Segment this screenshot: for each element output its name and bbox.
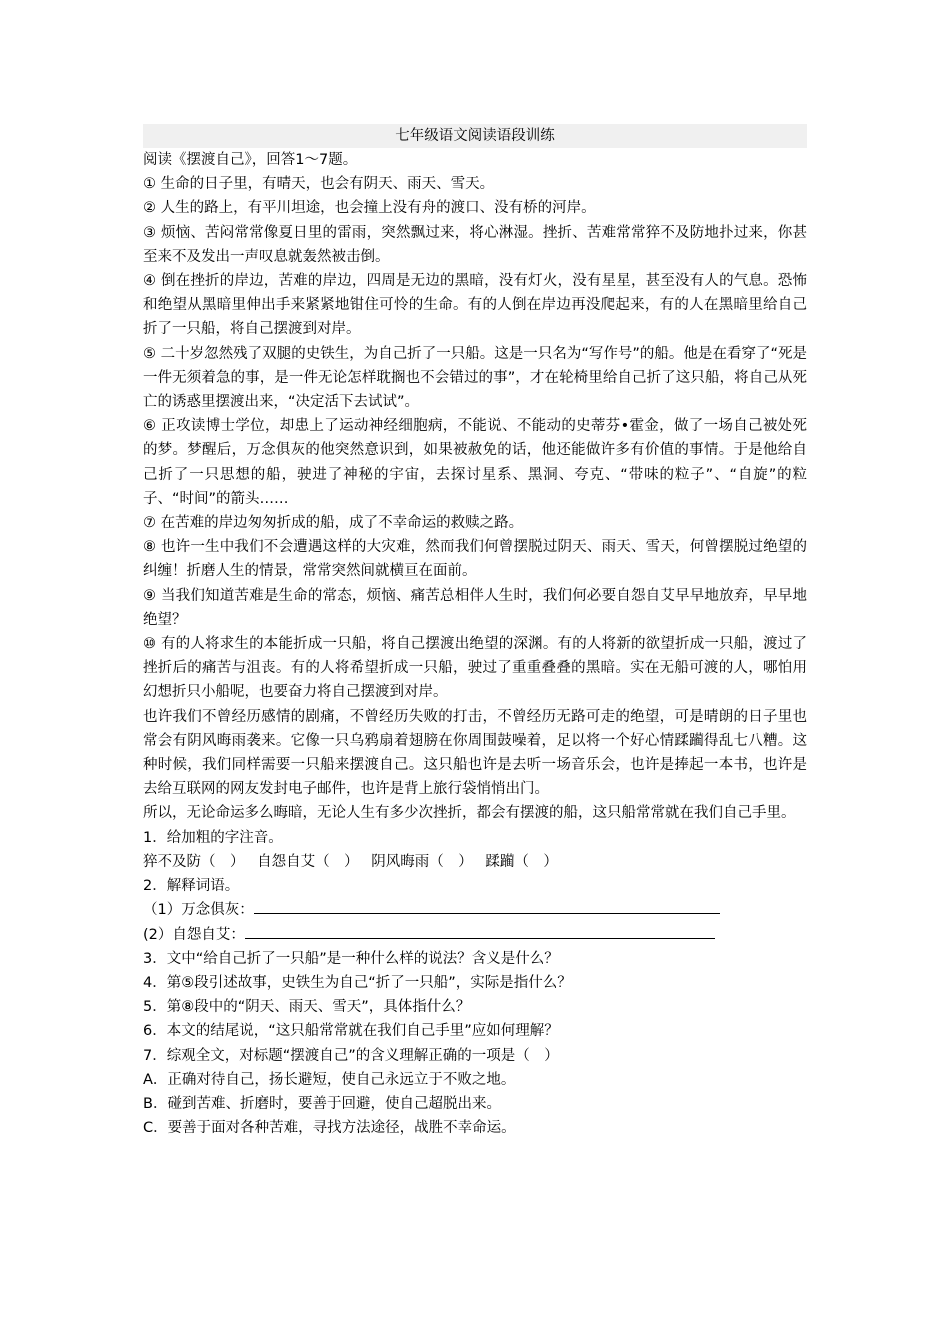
question-7-option-c: C．要善于面对各种苦难，寻找方法途径，战胜不幸命运。: [143, 1120, 516, 1137]
paragraph-5: ⑤ 二十岁忽然残了双腿的史铁生，为自己折了一只船。这是一只名为“写作号”的船。他是在看穿了“死是一件无须着急的事，是一件无论怎样耽搁也不会错过的事”，才在轮椅里给自己折了这只船，将自己从死亡的诱惑里摆渡出来，“决定活下去试试”。: [143, 345, 807, 411]
question-7-stem: 7．综观全文，对标题“摆渡自己”的含义理解正确的一项是（ ）: [143, 1047, 559, 1064]
question-1-stem: 1．给加粗的字注音。: [143, 829, 283, 846]
answer-blank-line[interactable]: [254, 899, 720, 914]
paragraph-2: ② 人生的路上，有平川坦途，也会撞上没有舟的渡口、没有桥的河岸。: [143, 200, 596, 217]
q1-item: 猝不及防（ ）: [143, 853, 245, 870]
paragraph-4: ④ 倒在挫折的岸边，苦难的岸边，四周是无边的黑暗，没有灯火，没有星星，甚至没有人的气息。恐怖和绝望从黑暗里伸出手来紧紧地钳住可怜的生命。有的人倒在岸边再没爬起来，有的人在黑暗里给自己折了一只船，将自己摆渡到对岸。: [143, 273, 807, 338]
paragraph-3: ③ 烦恼、苦闷常常像夏日里的雷雨，突然飘过来，将心淋湿。挫折、苦难常常猝不及防地扑过来，你甚至来不及发出一声叹息就轰然被击倒。: [143, 224, 807, 265]
paragraph-12: 所以，无论命运多么晦暗，无论人生有多少次挫折，都会有摆渡的船，这只船常常就在我们自己手里。: [143, 805, 796, 822]
paragraph-9: ⑨ 当我们知道苦难是生命的常态，烦恼、痛苦总相伴人生时，我们何必要自怨自艾早早地放弃，早早地绝望？: [143, 587, 807, 628]
paragraph-7: ⑦ 在苦难的岸边匆匆折成的船，成了不幸命运的救赎之路。: [143, 515, 524, 532]
question-6: 6．本文的结尾说，“这只船常常就在我们自己手里”应如何理解？: [143, 1023, 559, 1040]
paragraph-1: ① 生命的日子里，有晴天，也会有阴天、雨天、雪天。: [143, 176, 495, 193]
answer-blank-line[interactable]: [245, 924, 715, 939]
document-title: 七年级语文阅读语段训练: [143, 124, 807, 148]
question-4: 4．第⑤段引述故事，史铁生为自己“折了一只船”，实际是指什么？: [143, 974, 572, 991]
paragraph-8: ⑧ 也许一生中我们不会遭遇这样的大灾难，然而我们何曾摆脱过阴天、雨天、雪天，何曾摆脱过绝望的纠缠！折磨人生的情景，常常突然间就横亘在面前。: [143, 539, 807, 580]
paragraph-6: ⑥ 正攻读博士学位，却患上了运动神经细胞病，不能说、不能动的史蒂芬•霍金，做了一场自己被处死的梦。梦醒后，万念俱灰的他突然意识到，如果被赦免的话，他还能做许多有价值的事情。于是他给自己折了一只思想的船，驶进了神秘的宇宙，去探讨星系、黑洞、夸克、“带味的粒子”、“自旋”的粒子、“时间”的箭头……: [143, 418, 807, 507]
question-1-items: [143, 850, 807, 874]
question-2-stem: 2．解释词语。: [143, 878, 240, 895]
question-7-option-b: B．碰到苦难、折磨时，要善于回避，使自己超脱出来。: [143, 1095, 501, 1112]
q1-item: 自怨自艾（ ）: [257, 853, 359, 870]
question-3: 3．文中“给自己折了一只船”是一种什么样的说法？含义是什么？: [143, 950, 559, 967]
q2-item-label: （1）万念俱灰：: [143, 902, 254, 919]
question-2-item-1: [143, 898, 807, 922]
question-7-option-a: A．正确对待自己，扬长避短，使自己永远立于不败之地。: [143, 1071, 516, 1088]
question-5: 5．第⑧段中的“阴天、雨天、雪天”，具体指什么？: [143, 999, 471, 1016]
q2-item-label: (2）自怨自艾：: [143, 926, 245, 943]
question-2-item-2: [143, 923, 807, 947]
intro-line: 阅读《摆渡自己》，回答1～7题。: [143, 152, 358, 168]
paragraph-10: ⑩ 有的人将求生的本能折成一只船，将自己摆渡出绝望的深渊。有的人将新的欲望折成一只船，渡过了挫折后的痛苦与沮丧。有的人将希望折成一只船，驶过了重重叠叠的黑暗。实在无船可渡的人，哪怕用幻想折只小船呢，也要奋力将自己摆渡到对岸。: [143, 636, 807, 701]
q1-item: 蹂躏（ ）: [485, 853, 558, 870]
q1-item: 阴风晦雨（ ）: [371, 853, 473, 870]
paragraph-11: 也许我们不曾经历感情的剧痛，不曾经历失败的打击，不曾经历无路可走的绝望，可是晴朗的日子里也常会有阴风晦雨袭来。它像一只乌鸦扇着翅膀在你周围鼓噪着，足以将一个好心情蹂躏得乱七八糟。这种时候，我们同样需要一只船来摆渡自己。这只船也许是去听一场音乐会，也许是捧起一本书，也许是去给互联网的网友发封电子邮件，也许是背上旅行袋悄悄出门。: [143, 708, 807, 798]
document-page: [143, 124, 807, 1140]
